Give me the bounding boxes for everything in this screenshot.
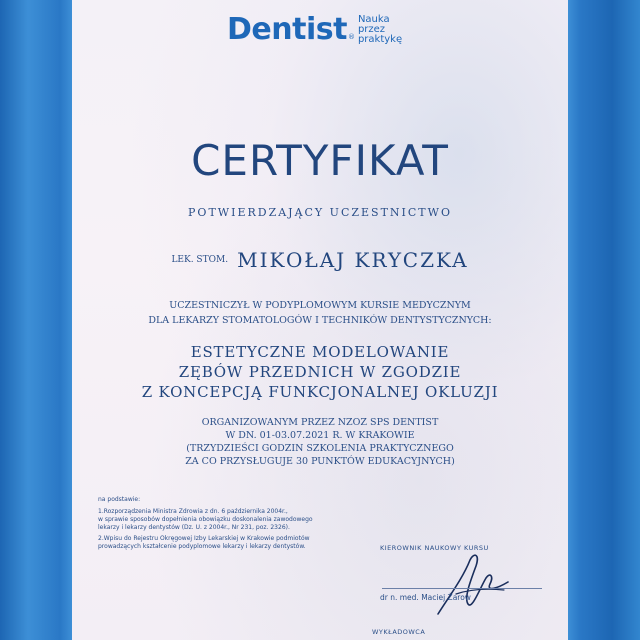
recipient (72, 248, 568, 272)
signature-line (382, 588, 542, 589)
recipient-name: MIKOŁAJ KRYCZKA (237, 248, 469, 272)
participation-line: DLA LEKARZY STOMATOLOGÓW I TECHNIKÓW DENTYSTYCZNYCH: (148, 315, 492, 326)
certificate-subtitle: POTWIERDZAJĄCY UCZESTNICTWO (188, 206, 452, 219)
organization-line: ORGANIZOWANYM PRZEZ NZOZ SPS DENTIST (201, 417, 439, 428)
participation-statement (72, 298, 568, 328)
certificate-title: CERTYFIKAT (191, 136, 449, 185)
legal-basis-item: 1.Rozporządzenia Ministra Zdrowia z dn. 6 października 2004r., w sprawie sposobów dopełnienia obowiązku doskonalenia zawodowego lekarzy i lekarzy dentystów (Dz. U. z 2004r., Nr 231, poz. 2326). (98, 508, 313, 531)
organization-line: ZA CO PRZYSŁUGUJE 30 PUNKTÓW EDUKACYJNYCH) (185, 456, 455, 467)
scientific-head-role: KIEROWNIK NAUKOWY KURSU (380, 544, 489, 552)
handwritten-signature (408, 548, 528, 618)
course-title-line: ESTETYCZNE MODELOWANIE (190, 343, 450, 361)
scientific-head-name: dr n. med. Maciej Żarow (380, 593, 471, 602)
legal-basis-heading: na podstawie: (98, 496, 141, 503)
lecturer-role: WYKŁADOWCA (372, 628, 426, 636)
organization-line: (TRZYDZIEŚCI GODZIN SZKOLENIA PRAKTYCZNEGO (186, 443, 454, 454)
course-title-line: Z KONCEPCJĄ FUNKCJONALNEJ OKLUZJI (141, 383, 499, 401)
frame-right-border (568, 0, 640, 640)
legal-basis-item: 2.Wpisu do Rejestru Okręgowej Izby Lekarskiej w Krakowie podmiotów prowadzących kształcenie podyplomowe lekarzy i lekarzy dentystów. (98, 535, 310, 550)
recipient-title-prefix: LEK. STOM. (171, 255, 229, 265)
course-title (72, 342, 568, 402)
participation-line: UCZESTNICZYŁ W PODYPLOMOWYM KURSIE MEDYCZNYM (169, 300, 471, 311)
organization-line: W DN. 01-03.07.2021 R. W KRAKOWIE (225, 430, 415, 441)
dentist-logo (227, 12, 414, 47)
logo-wordmark: Dentist (227, 12, 347, 47)
course-title-line: ZĘBÓW PRZEDNICH W ZGODZIE (178, 363, 462, 381)
registered-mark: ® (347, 32, 355, 41)
certificate-paper (72, 0, 568, 640)
legal-basis (98, 496, 348, 554)
organization-details (72, 416, 568, 468)
logo-tagline: Nauka przez praktykę (357, 13, 403, 45)
